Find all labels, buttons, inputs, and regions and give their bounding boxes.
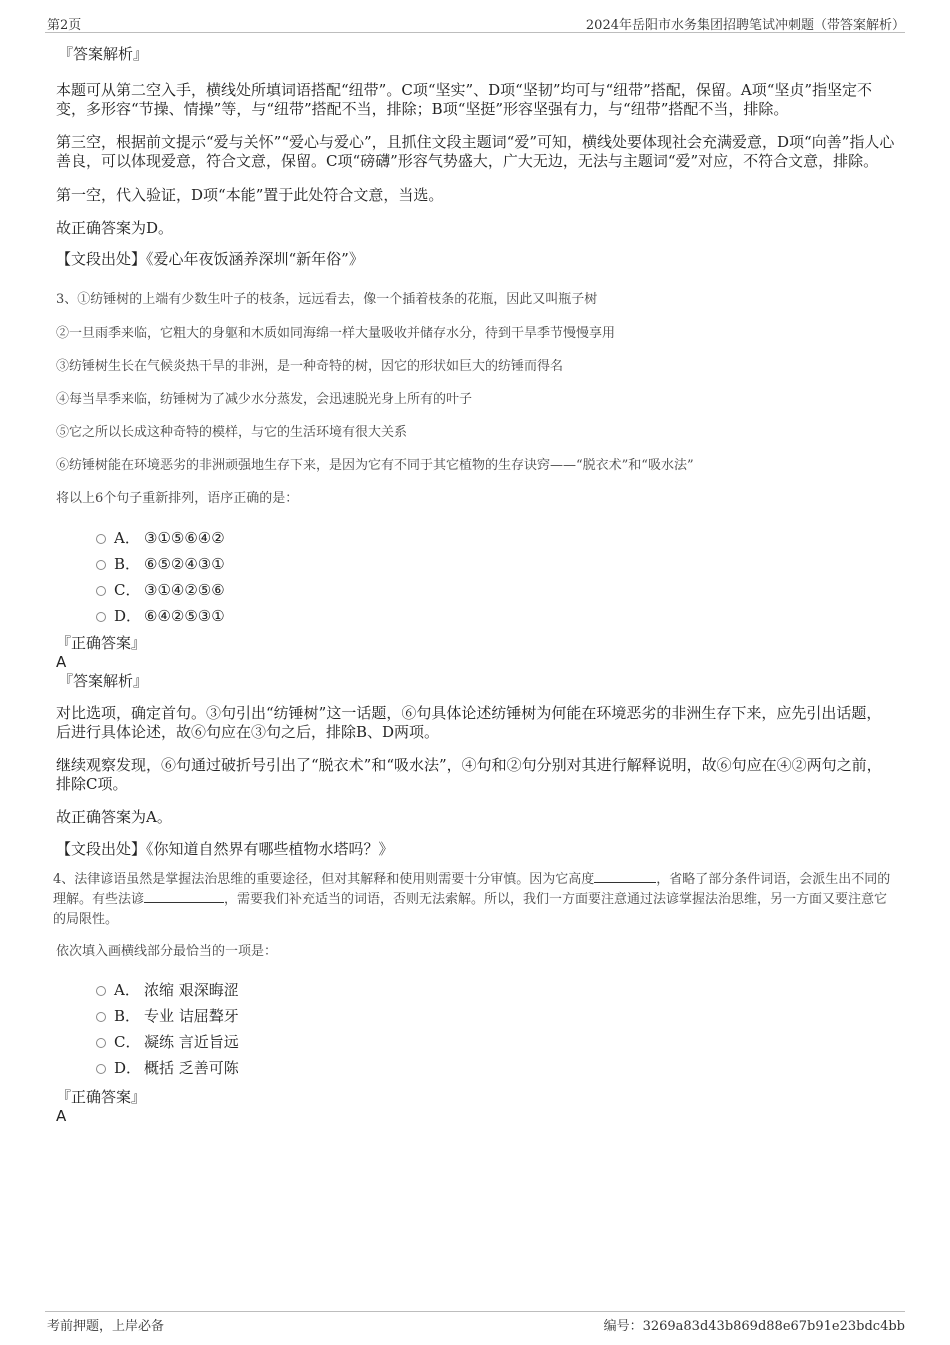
document-id: 编号：3269a83d43b869d88e67b91e23bdc4bb [603,1319,905,1334]
radio-icon[interactable] [96,1012,106,1022]
question-prompt: 依次填入画横线部分最恰当的一项是： [56,944,278,959]
page-header [45,12,905,33]
radio-icon[interactable] [96,586,106,596]
analysis-label: 『答案解析』 [58,45,149,63]
option-d[interactable]: D． 概括 乏善可陈 [56,1057,896,1083]
option-list [56,527,896,631]
question-sentence: ⑤它之所以长成这种奇特的模样，与它的生活环境有很大关系 [56,425,408,440]
analysis-paragraph: 第一空，代入验证，D项“本能”置于此处符合文意，当选。 [56,186,444,204]
passage-source: 【文段出处】《你知道自然界有哪些植物水塔吗？》 [56,840,394,858]
question-prompt: 将以上6个句子重新排列，语序正确的是： [56,491,299,506]
option-a[interactable]: A． ③①⑤⑥④② [56,527,896,553]
radio-icon[interactable] [96,1038,106,1048]
radio-icon[interactable] [96,560,106,570]
document-body [53,44,896,1125]
fill-blank [144,890,224,903]
question-sentence: ④每当旱季来临，纺锤树为了减少水分蒸发，会迅速脱光身上所有的叶子 [56,392,473,407]
analysis-paragraph: 对比选项，确定首句。③句引出“纺锤树”这一话题，⑥句具体论述纺锤树为何能在环境恶劣的非洲生存下来，应先引出话题，后进行具体论述，故⑥句应在③句之后，排除B、D两项。 [56,704,882,741]
page-footer [45,1311,905,1336]
footer-slogan: 考前押题，上岸必备 [47,1319,165,1334]
fill-blank [594,870,656,883]
correct-answer: A [56,653,67,671]
correct-answer-label: 『正确答案』 [56,1088,147,1106]
option-d[interactable]: D． ⑥④②⑤③① [56,605,896,631]
analysis-paragraph: 继续观察发现，⑥句通过破折号引出了“脱衣术”和“吸水法”，④句和②句分别对其进行解释说明，故⑥句应在④②两句之前，排除C项。 [56,756,882,793]
document-title: 2024年岳阳市水务集团招聘笔试冲刺题（带答案解析） [585,18,905,33]
option-b[interactable]: B． 专业 诘屈聱牙 [56,1005,896,1031]
correct-answer-label: 『正确答案』 [56,634,147,652]
page-number: 第2页 [47,18,82,33]
question-sentence: 3、①纺锤树的上端有少数生叶子的枝条，远远看去，像一个插着枝条的花瓶，因此又叫瓶子树 [56,292,598,307]
passage-source: 【文段出处】《爱心年夜饭涵养深圳“新年俗”》 [56,250,364,268]
analysis-paragraph: 故正确答案为D。 [56,219,174,237]
analysis-label: 『答案解析』 [58,672,149,690]
radio-icon[interactable] [96,1064,106,1074]
radio-icon[interactable] [96,986,106,996]
option-c[interactable]: C． 凝练 言近旨远 [56,1031,896,1057]
correct-answer: A [56,1107,67,1125]
question-sentence: ②一旦雨季来临，它粗大的身躯和木质如同海绵一样大量吸收并储存水分，待到干旱季节慢慢享用 [56,326,616,341]
analysis-paragraph: 故正确答案为A。 [56,808,172,826]
option-a[interactable]: A． 浓缩 艰深晦涩 [56,979,896,1005]
radio-icon[interactable] [96,534,106,544]
analysis-paragraph: 第三空，根据前文提示“爱与关怀”“爱心与爱心”，且抓住文段主题词“爱”可知，横线处要体现社会充满爱意，D项“向善”指人心善良，可以体现爱意，符合文意，保留。C项“磅礴”形容气势盛大，广大无边，无法与主题词“爱”对应，不符合文意，排除。 [56,133,895,170]
radio-icon[interactable] [96,612,106,622]
analysis-paragraph: 本题可从第二空入手，横线处所填词语搭配“纽带”。C项“坚实”、D项“坚韧”均可与“纽带”搭配，保留。A项“坚贞”指坚定不变，多形容“节操、情操”等，与“纽带”搭配不当，排除；B项“坚挺”形容坚强有力，与“纽带”搭配不当，排除。 [56,81,873,118]
option-list [56,979,896,1083]
option-c[interactable]: C． ③①④②⑤⑥ [56,579,896,605]
question-stem: 4、法律谚语虽然是掌握法治思维的重要途径，但对其解释和使用则需要十分审慎。因为它高度 ，省略了部分条件词语，会派生出不同的理解。有些法谚 ，需要我们补充适当的词语，否则无法索解。所以，我们一方面要注意通过法谚掌握法治思维，另一方面又要注意它的局限性。 [53,872,891,927]
option-b[interactable]: B． ⑥⑤②④③① [56,553,896,579]
question-sentence: ⑥纺锤树能在环境恶劣的非洲顽强地生存下来，是因为它有不同于其它植物的生存诀窍——“脱衣术”和“吸水法” [56,458,694,473]
question-sentence: ③纺锤树生长在气候炎热干旱的非洲，是一种奇特的树，因它的形状如巨大的纺锤而得名 [56,359,564,374]
